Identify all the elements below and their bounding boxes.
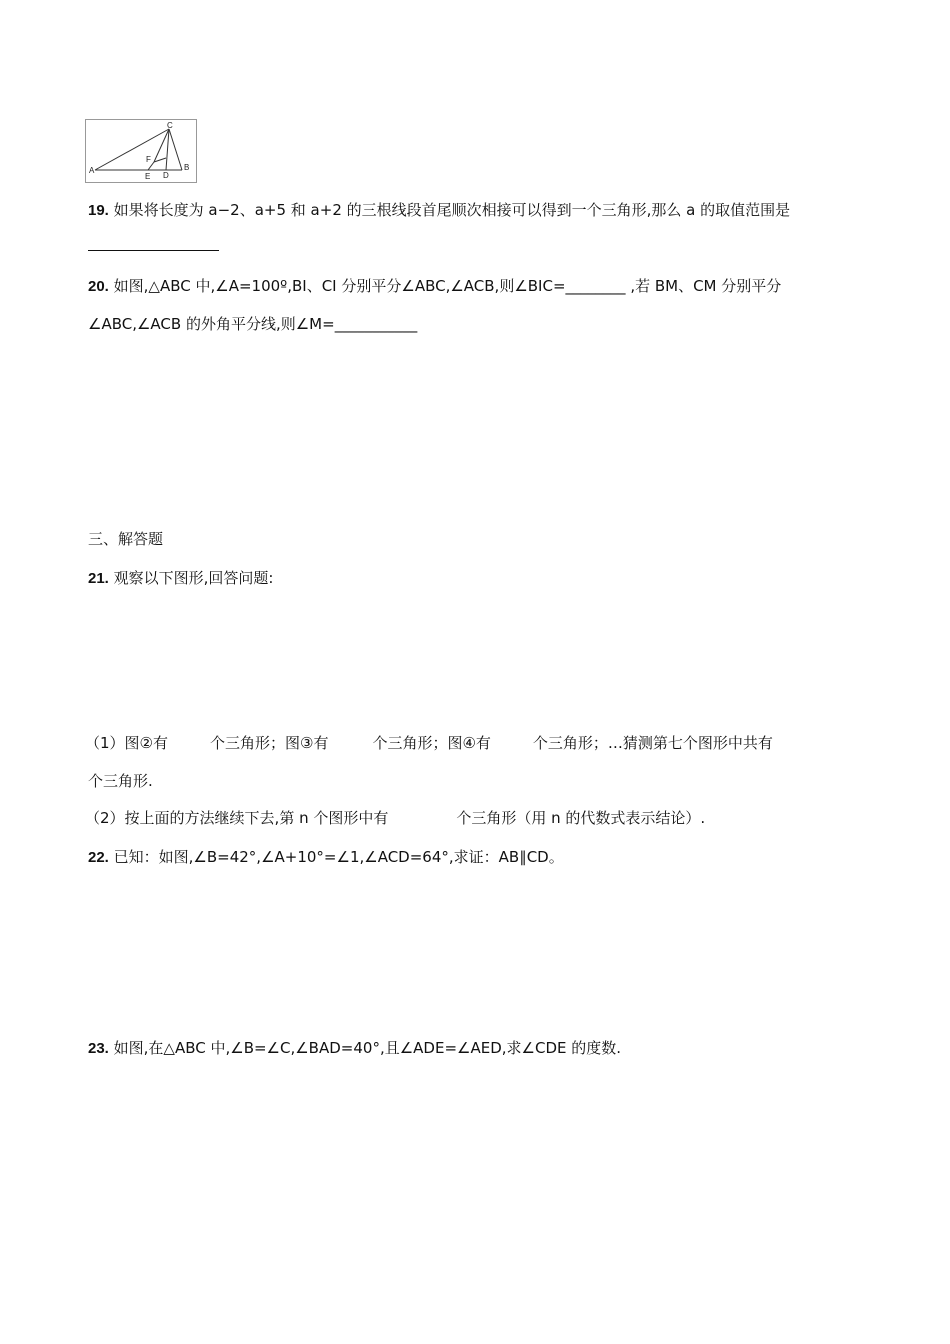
label-f: F — [146, 155, 151, 164]
answer-blank-m[interactable]: ___________ — [334, 315, 418, 333]
question-number: 21. — [88, 570, 109, 587]
question-text: ∠ABC,∠ACB 的外角平分线,则∠M= — [88, 315, 335, 333]
question-21 — [88, 568, 273, 589]
question-21-part1 — [85, 733, 773, 753]
question-19 — [88, 200, 790, 221]
question-number: 20. — [88, 278, 109, 295]
question-23 — [88, 1038, 621, 1059]
part-text: （1）图②有 — [85, 734, 168, 752]
question-number: 19. — [88, 202, 109, 219]
question-20-cont — [88, 314, 417, 334]
label-e: E — [145, 172, 151, 181]
section-heading: 三、解答题 — [88, 530, 164, 548]
answer-blank-line — [88, 236, 219, 256]
label-d: D — [163, 171, 169, 180]
question-number: 23. — [88, 1040, 109, 1057]
label-b: B — [184, 163, 190, 172]
part-text: 个三角形；图③有 — [210, 734, 329, 752]
question-text: 如图,△ABC 中,∠A=100º,BI、CI 分别平分∠ABC,∠ACB,则∠BIC= — [113, 277, 566, 295]
part-text: 个三角形；…猜测第七个图形中共有 — [532, 734, 773, 752]
segment-ac — [95, 129, 169, 170]
question-number: 22. — [88, 849, 109, 866]
question-text: 已知：如图,∠B=42°,∠A+10°=∠1,∠ACD=64°,求证：AB∥CD。 — [113, 848, 564, 866]
question-text: 如图,在△ABC 中,∠B=∠C,∠BAD=40°,且∠ADE=∠AED,求∠CDE 的度数. — [113, 1039, 622, 1057]
triangle-diagram — [86, 120, 196, 182]
question-21-part2 — [85, 808, 705, 828]
part-text: 个三角形. — [88, 772, 153, 790]
part-text: 个三角形（用 n 的代数式表示结论）. — [456, 809, 706, 827]
question-text: ,若 BM、CM 分别平分 — [630, 277, 782, 295]
label-a: A — [89, 166, 95, 175]
section-title — [88, 529, 163, 549]
part-text: （2）按上面的方法继续下去,第 n 个图形中有 — [85, 809, 389, 827]
question-21-part1-cont — [88, 771, 153, 791]
part-text: 个三角形；图④有 — [372, 734, 491, 752]
question-text: 如果将长度为 a−2、a+5 和 a+2 的三根线段首尾顺次相接可以得到一个三角形,那么 a 的取值范围是 — [113, 201, 791, 219]
question-20 — [88, 276, 781, 297]
label-c: C — [167, 121, 173, 130]
answer-blank-bic[interactable]: ________ — [565, 277, 626, 295]
question-text: 观察以下图形,回答问题: — [113, 569, 274, 587]
segment-cb — [169, 129, 182, 170]
answer-blank-19[interactable] — [88, 236, 219, 251]
question-22 — [88, 847, 564, 868]
triangle-figure — [85, 119, 197, 183]
